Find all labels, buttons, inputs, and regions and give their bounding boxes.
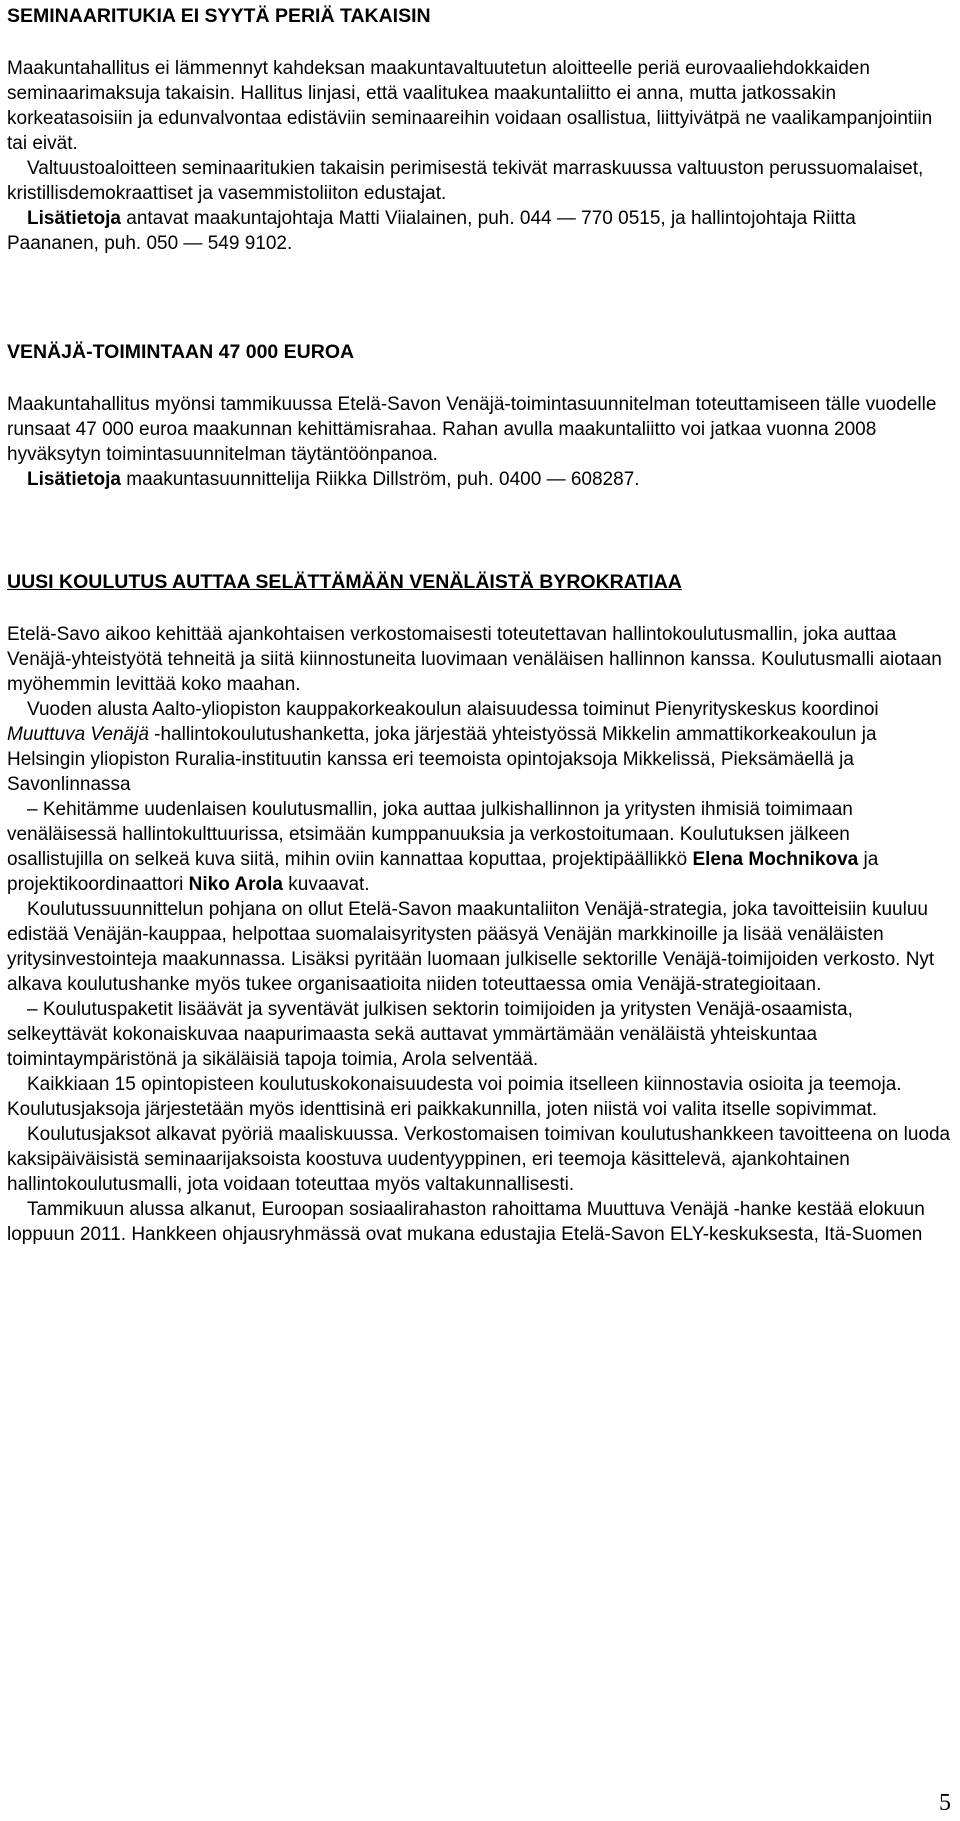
contact-text: maakuntasuunnittelija Riikka Dillström, puh. 0400 — 608287.	[120, 469, 640, 490]
paragraph: Maakuntahallitus ei lämmennyt kahdeksan maakuntavaltuutetun aloitteelle periä eurovaaliehdokkaiden seminaarimaksuja takaisin. Hallitus linjasi, että vaalitukea maakuntaliitto ei anna, mutta jatkossakin korkeatasoisiin ja edunvalvontaa edistäviin seminaareihin voidaan osallistua, liittyivätpä ne vaalikampanjointiin tai eivät.	[7, 58, 933, 154]
contact-text: antavat maakuntajohtaja Matti Viialainen, puh. 044 — 770 0515, ja hallintojohtaja Riitta Paananen, puh. 050 — 549 9102.	[7, 208, 856, 254]
paragraph: Tammikuun alussa alkanut, Euroopan sosiaalirahaston rahoittama Muuttuva Venäjä -hanke kestää elokuun loppuun 2011. Hankkeen ohjausryhmässä ovat mukana edustajia Etelä-Savon ELY-keskuksesta, Itä-Suomen	[7, 1199, 925, 1245]
paragraph	[7, 206, 951, 256]
paragraph-text: ja projektikoordinaattori	[7, 849, 879, 895]
section-body	[7, 622, 951, 1247]
contact-label: Lisätietoja	[27, 469, 121, 490]
paragraph: – Koulutuspaketit lisäävät ja syventävät julkisen sektorin toimijoiden ja yritysten Venäjä-osaamista, selkeyttävät kokonaiskuvaa naapurimaasta sekä auttavat ymmärtämään venäläistä yhteiskuntaa toimintaympäristönä ja sikäläisiä tapoja toimia, Arola selventää.	[7, 999, 853, 1070]
person-name: Elena Mochnikova	[692, 849, 859, 870]
section-body	[7, 56, 951, 256]
contact-label: Lisätietoja	[27, 208, 121, 229]
paragraph: Kaikkiaan 15 opintopisteen koulutuskokonaisuudesta voi poimia itselleen kiinnostavia osioita ja teemoja. Koulutusjaksoja järjestetään myös identtisinä eri paikkakunnilla, joten niistä voi valita itselle sopivimmat.	[7, 1074, 902, 1120]
paragraph	[7, 697, 951, 797]
section-heading: UUSI KOULUTUS AUTTAA SELÄTTÄMÄÄN VENÄLÄISTÄ BYROKRATIAA	[7, 571, 682, 593]
page-number: 5	[939, 1790, 951, 1816]
paragraph: Maakuntahallitus myönsi tammikuussa Etelä-Savon Venäjä-toimintasuunnitelman toteuttamiseen tälle vuodelle runsaat 47 000 euroa maakunnan kehittämisrahaa. Rahan avulla maakuntaliitto voi jatkaa vuonna 2008 hyväksytyn toimintasuunnitelman täytäntöönpanoa.	[7, 394, 937, 465]
paragraph-text: Vuoden alusta Aalto-yliopiston kauppakorkeakoulun alaisuudessa toiminut Pienyrityskeskus koordinoi	[27, 699, 879, 720]
paragraph: Koulutusjaksot alkavat pyöriä maaliskuussa. Verkostomaisen toimivan koulutushankkeen tavoitteena on luoda kaksipäiväisistä seminaarijaksoista koostuva uudentyyppinen, eri teemoja käsittelevä, ajankohtainen hallintokoulutusmalli, jota voidaan toteuttaa myös valtakunnallisesti.	[7, 1124, 951, 1195]
paragraph	[7, 156, 951, 206]
section-heading: VENÄJÄ-TOIMINTAAN 47 000 EUROA	[7, 341, 355, 363]
paragraph	[7, 797, 951, 897]
paragraph-text: Valtuustoaloitteen seminaaritukien takaisin perimisestä tekivät marraskuussa valtuuston perussuomalaiset, kristillisdemokraattiset ja vasemmistoliiton edustajat.	[7, 158, 924, 204]
paragraph	[7, 467, 951, 492]
section-body	[7, 392, 951, 492]
paragraph-text: – Kehitämme uudenlaisen koulutusmallin, joka auttaa julkishallinnon ja yritysten ihmisiä toimimaan venäläisessä hallintokulttuurissa, etsimään kumppanuuksia ja verkostoitumaan. Koulutuksen jälkeen osallistujilla on selkeä kuva siitä, mihin oviin kannattaa koputtaa, projektipäällikkö	[7, 799, 853, 870]
project-name: Muuttuva Venäjä	[7, 724, 149, 745]
paragraph-text: kuvaavat.	[282, 874, 370, 895]
paragraph: Etelä-Savo aikoo kehittää ajankohtaisen verkostomaisesti toteutettavan hallintokoulutusmallin, joka auttaa Venäjä-yhteistyötä tehneitä ja siitä kiinnostuneita luovimaan venäläisen hallinnon kanssa. Koulutusmalli aiotaan myöhemmin levittää koko maahan.	[7, 624, 942, 695]
section-heading: SEMINAARITUKIA EI SYYTÄ PERIÄ TAKAISIN	[7, 5, 431, 27]
paragraph-text: -hallintokoulutushanketta, joka järjestää yhteistyössä Mikkelin ammattikorkeakoulun ja Helsingin yliopiston Ruralia-instituutin kanssa eri teemoista opintojaksoja Mikkelissä, Pieksämäellä ja Savonlinnassa	[7, 724, 877, 795]
paragraph: Koulutussuunnittelun pohjana on ollut Etelä-Savon maakuntaliiton Venäjä-strategia, joka tavoitteisiin kuuluu edistää Venäjän-kauppaa, helpottaa suomalaisyritysten pääsyä Venäjän markkinoille ja lisää venäläisten yritysinvestointeja maakunnassa. Lisäksi pyritään luomaan julkiselle sektorille Venäjä-toimijoiden verkosto. Nyt alkava koulutushanke myös tukee organisaatioita niiden toteuttaessa omia Venäjä-strategioitaan.	[7, 899, 935, 995]
person-name: Niko Arola	[188, 874, 283, 895]
